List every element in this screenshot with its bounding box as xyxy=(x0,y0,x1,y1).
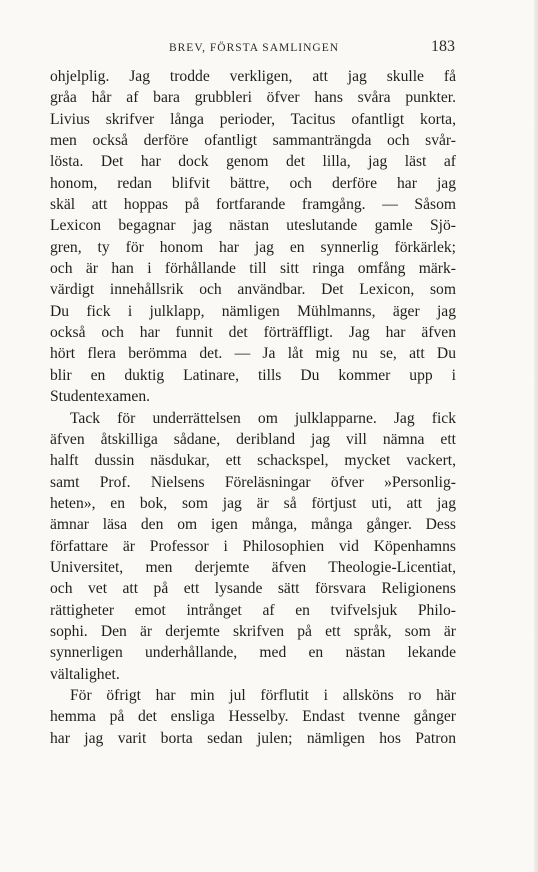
text-line: samt Prof. Nielsens Föreläsningar öfver »Personlig- xyxy=(50,473,456,491)
text-line: gren, ty för honom har jag en synnerlig förkärlek; xyxy=(50,238,456,256)
text-line: och är han i förhållande till sitt ringa omfång märk- xyxy=(50,260,456,278)
text-line: blir en duktig Latinare, tills Du kommer upp i xyxy=(50,366,456,384)
page-edge xyxy=(534,0,538,872)
text-line: Livius skrifver långa perioder, Tacitus ofantligt korta, xyxy=(50,110,456,128)
text-line: värdigt innehållsrik och användbar. Det Lexicon, som xyxy=(50,281,456,299)
text-line: Universitet, men derjemte äfven Theologie-Licentiat, xyxy=(50,558,456,576)
text-line: halft dussin näsdukar, ett schackspel, mycket vackert, xyxy=(50,452,456,470)
text-line: För öfrigt har min jul förflutit i allsköns ro här xyxy=(70,686,456,704)
text-line: synnerligen underhållande, med en nästan lekande xyxy=(50,644,456,662)
text-line: författare är Professor i Philosophien vid Köpenhamns xyxy=(50,537,456,555)
text-line: Tack för underrättelsen om julklapparne. Jag fick xyxy=(70,409,456,427)
text-line: lösta. Det har dock genom det lilla, jag läst af xyxy=(50,153,456,171)
body-text xyxy=(50,66,456,749)
text-line: sophi. Den är derjemte skrifven på ett språk, som är xyxy=(50,622,456,640)
text-line: ämnar läsa den om igen många, många gånger. Dess xyxy=(50,516,456,534)
text-line: hört flera berömma det. — Ja låt mig nu se, att Du xyxy=(50,345,456,363)
text-line: också och har funnit det förträffligt. Jag har äfven xyxy=(50,324,456,342)
text-line: Lexicon begagnar jag nästan uteslutande gamle Sjö- xyxy=(50,217,456,235)
text-line: skäl att hoppas på fortfarande framgång. — Såsom xyxy=(50,196,456,214)
running-title: BREV, FÖRSTA SAMLINGEN xyxy=(168,42,340,54)
text-line: och vet att på ett lysande sätt försvara Religionens xyxy=(50,580,456,598)
text-line: har jag varit borta sedan julen; nämligen hos Patron xyxy=(50,729,456,747)
text-line: rättigheter emot intrånget af en tvifvelsjuk Philo- xyxy=(50,601,456,619)
text-line: men också derföre ofantligt sammanträngda och svår- xyxy=(50,132,456,150)
text-line: honom, redan blifvit bättre, och derföre har jag xyxy=(50,174,456,192)
page-number: 183 xyxy=(431,38,455,55)
text-line: heten», en bok, som jag är så förtjust uti, att jag xyxy=(50,494,456,512)
text-line: Du fick i julklapp, nämligen Mühlmanns, äger jag xyxy=(50,302,456,320)
text-line: Studentexamen. xyxy=(50,388,151,406)
text-line: ohjelplig. Jag trodde verkligen, att jag skulle få xyxy=(50,68,456,85)
text-line: vältalighet. xyxy=(50,665,120,683)
text-line: äfven åtskilliga sådane, deribland jag vill nämna ett xyxy=(50,430,456,448)
text-line: hemma på det ensliga Hesselby. Endast tvenne gånger xyxy=(50,708,456,726)
text-line: gråa hår af bara grubbleri öfver hans svåra punkter. xyxy=(50,89,456,107)
